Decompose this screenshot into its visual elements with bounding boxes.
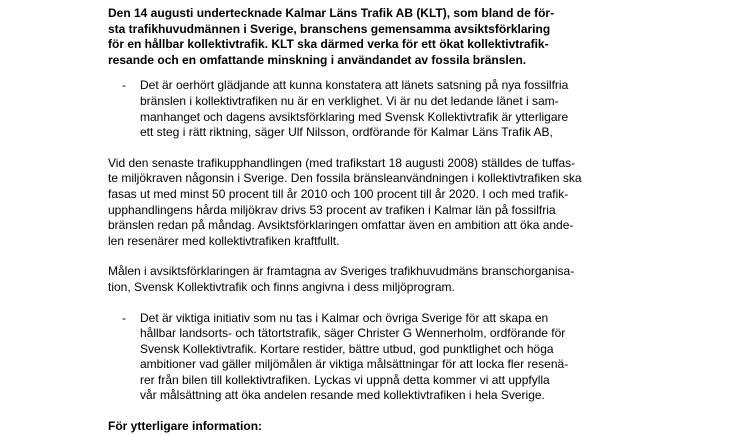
text-line: Den 14 augusti undertecknade Kalmar Läns Trafik AB (KLT), som bland de för- (108, 6, 555, 20)
text-line: hållbar landsorts- och tätortstrafik, säger Christer G Wennerholm, ordförande för (140, 326, 566, 341)
text-line: Det är oerhört glädjande att kunna konstatera att länets satsning på nya fossilfria (140, 78, 569, 93)
text-line: manhanget och dagens avsiktsförklaring med Svensk Kollektivtrafik är ytterligare (140, 109, 569, 124)
text-line: Vid den senaste trafikupphandlingen (med trafikstart 18 augusti 2008) ställdes de tuffas- (108, 155, 576, 170)
text-line: resande och en omfattande minskning i användandet av fossila bränslen. (108, 52, 527, 67)
text-line: Det är viktiga initiativ som nu tas i Kalmar och övriga Sverige för att skapa en (140, 310, 549, 325)
text-line: len resenärer med kollektivtrafiken kraftfullt. (108, 233, 340, 248)
paragraph-goals (108, 264, 668, 295)
paragraph-procurement (108, 156, 668, 250)
text-line: vår målsättning att öka andelen resande med kollektivtrafiken i hela Sverige. (140, 388, 545, 403)
text-line: Målen i avsiktsförklaringen är framtagna av Sveriges trafikhuvudmäns branschorganisa- (108, 264, 575, 279)
text-line: Svensk Kollektivtrafik. Kortare restider, bättre utbud, god punktlighet och höga (140, 341, 554, 356)
text-line: te miljökraven någonsin i Sverige. Den fossila bränsleanvändningen i kollektivtrafiken ska (108, 171, 582, 186)
text-line: tion, Svensk Kollektivtrafik och finns angivna i dess miljöprogram. (108, 279, 455, 294)
dash-bullet: - (122, 78, 126, 93)
text-line: bränslen i kollektivtrafiken nu är en verklighet. Vi är nu det ledande länet i sam- (140, 93, 559, 108)
quote-ulf-nilsson (108, 78, 668, 140)
text-line: upphandlingens hårda miljökrav drivs 53 procent av trafiken i Kalmar län på fossilfria (108, 202, 556, 217)
section-heading: För ytterligare information: (108, 419, 263, 434)
text-line: bränslen redan på måndag. Avsiktsförklaringen omfattar även en ambition att öka ande- (108, 218, 574, 233)
text-line: för en hållbar kollektivtrafik. KLT ska därmed verka för ett ökat kollektivtrafik- (108, 37, 549, 52)
quote-christer-wennerholm (108, 311, 668, 405)
lead-paragraph (108, 6, 668, 68)
text-line: rer från bilen till kollektivtrafiken. Lyckas vi uppnå detta kommer vi att uppfylla (140, 372, 550, 387)
text-line: ett steg i rätt riktning, säger Ulf Nilsson, ordförande för Kalmar Läns Trafik AB, (140, 125, 553, 140)
text-line: fasas ut med minst 50 procent till år 2010 och 100 procent till år 2020. I och med trafik- (108, 186, 569, 201)
document-body (108, 6, 668, 435)
dash-bullet: - (122, 310, 126, 325)
text-line: ambitioner vad gäller miljömålen är viktiga målsättningar för att locka fler resenä- (140, 357, 569, 372)
text-line: sta trafikhuvudmännen i Sverige, branschens gemensamma avsiktsförklaring (108, 21, 551, 36)
